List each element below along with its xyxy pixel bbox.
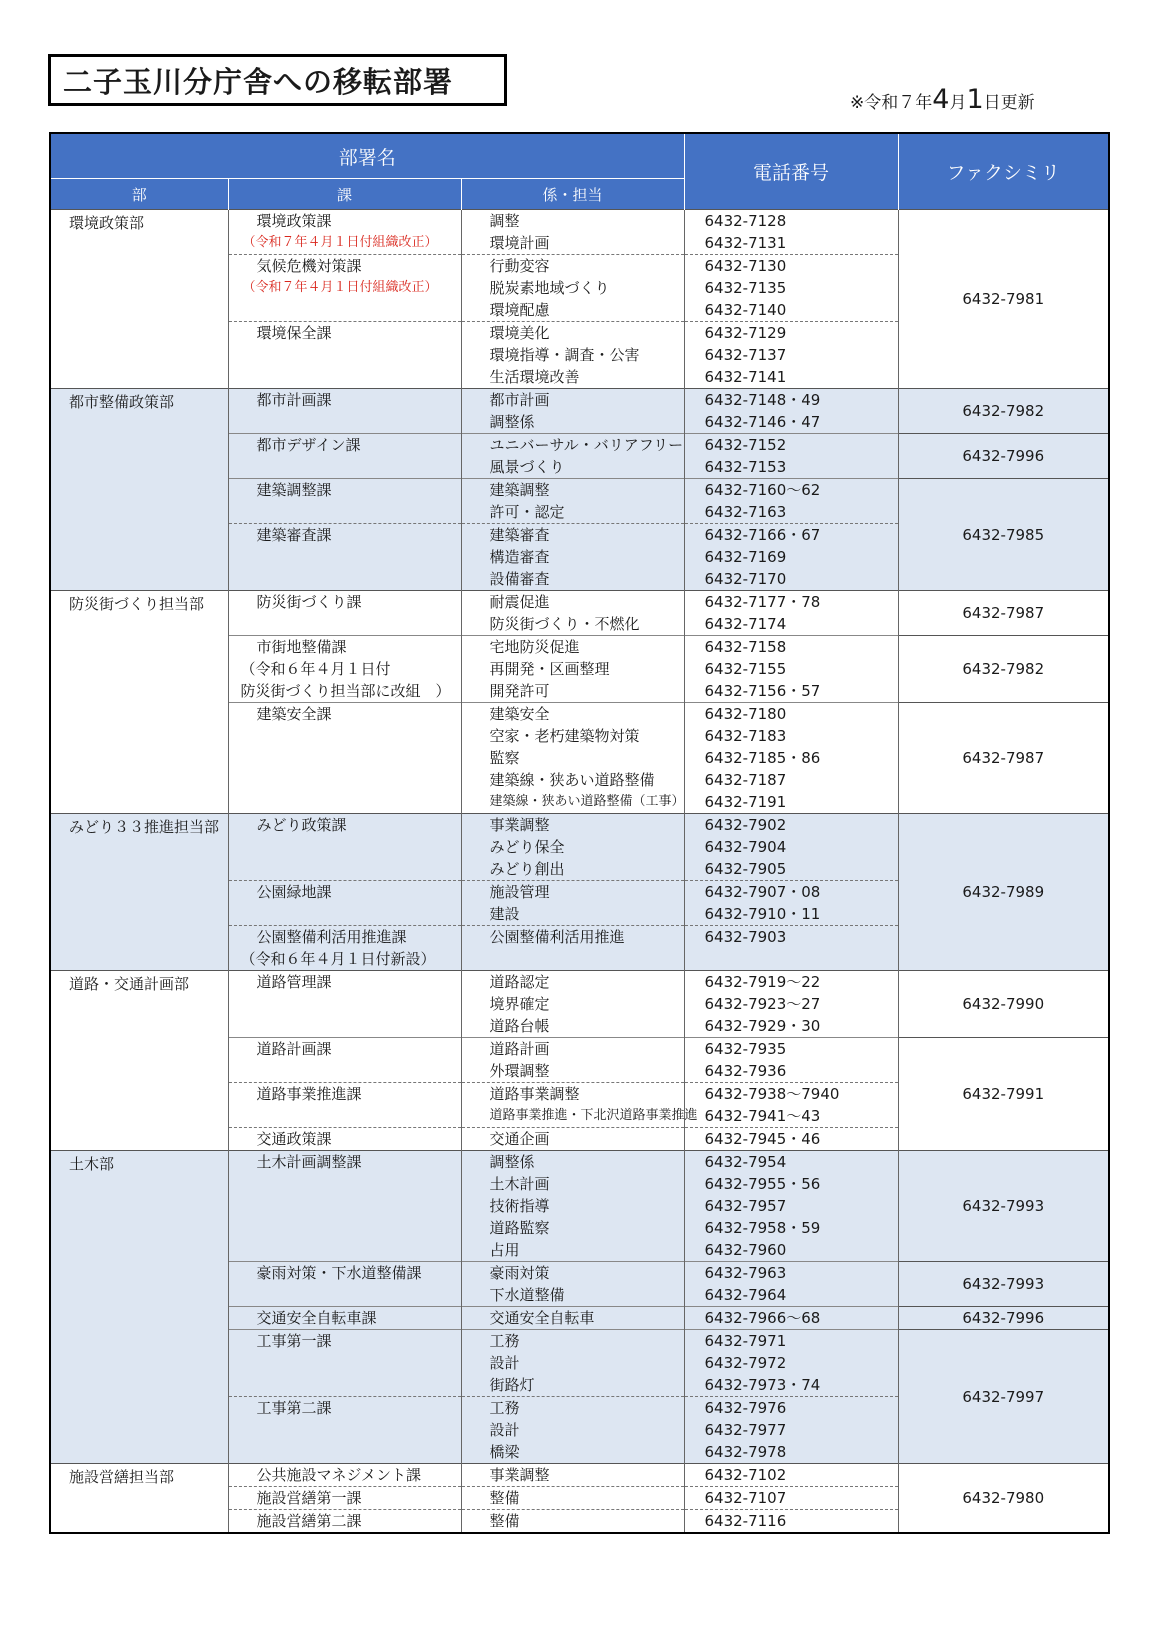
tel-list [684, 971, 898, 1038]
section-name-line: 防災街づくり担当部に改組 ） [240, 682, 451, 700]
tel-list [684, 591, 898, 636]
tel-list [684, 1464, 898, 1487]
duty-list [461, 881, 684, 926]
fax-number: 6432-7982 [898, 389, 1109, 434]
reorg-note: （令和７年４月１日付組織改正） [242, 235, 438, 250]
dept-name: 防災街づくり担当部 [50, 591, 228, 814]
duty-list [461, 524, 684, 591]
section-name [228, 1128, 461, 1151]
section-name [228, 1464, 461, 1487]
section-name [228, 434, 461, 479]
tel-list [684, 1397, 898, 1464]
tel-number: 6432-7102 [704, 1466, 787, 1484]
duty-item: 街路灯 [489, 1376, 535, 1394]
section-name-line: 都市計画課 [256, 391, 332, 409]
duty-list [461, 1397, 684, 1464]
duty-item: 調整係 [489, 1153, 535, 1171]
section-name-line: 市街地整備課 [256, 638, 347, 656]
duty-item: 工務 [489, 1399, 520, 1417]
tel-number: 6432-7137 [704, 346, 787, 364]
section-name-line: 防災街づくり課 [256, 593, 362, 611]
tel-number: 6432-7966～68 [704, 1309, 821, 1327]
section-name-line: 公園緑地課 [256, 883, 332, 901]
tel-number: 6432-7964 [704, 1286, 787, 1304]
duty-item: 交通安全自転車 [489, 1309, 595, 1327]
fax-number: 6432-7993 [898, 1262, 1109, 1307]
table-row [50, 971, 1109, 1038]
section-name [228, 1397, 461, 1464]
duty-item: 道路事業調整 [489, 1085, 580, 1103]
tel-number: 6432-7977 [704, 1421, 787, 1439]
duty-item: 道路認定 [489, 973, 550, 991]
section-name [228, 814, 461, 881]
tel-number: 6432-7955・56 [704, 1175, 821, 1193]
section-name-line: 交通政策課 [256, 1130, 332, 1148]
duty-item: 調整係 [489, 413, 535, 431]
duty-list [461, 1038, 684, 1083]
department-group [50, 389, 1109, 591]
tel-number: 6432-7146・47 [704, 413, 821, 431]
header-tel: 電話番号 [684, 133, 898, 210]
tel-number: 6432-7180 [704, 705, 787, 723]
section-name-line: 道路管理課 [256, 973, 332, 991]
section-name [228, 1262, 461, 1307]
tel-number: 6432-7141 [704, 368, 787, 386]
duty-item: 調整 [489, 212, 520, 230]
tel-list [684, 1083, 898, 1128]
department-group [50, 1464, 1109, 1534]
updated-day: 1 [966, 84, 984, 115]
fax-number: 6432-7985 [898, 479, 1109, 591]
table-row [50, 389, 1109, 434]
duty-item: 行動変容 [489, 257, 550, 275]
duty-item: 占用 [489, 1241, 520, 1259]
duty-item: 事業調整 [489, 816, 550, 834]
tel-number: 6432-7148・49 [704, 391, 821, 409]
section-name [228, 1330, 461, 1397]
duty-item: 道路事業推進・下北沢道路事業推進 [489, 1108, 698, 1123]
tel-list [684, 479, 898, 524]
tel-list [684, 1330, 898, 1397]
fax-number: 6432-7982 [898, 636, 1109, 703]
tel-number: 6432-7116 [704, 1512, 787, 1530]
duty-item: 建築線・狭あい道路整備 [489, 771, 655, 789]
tel-list [684, 524, 898, 591]
tel-number: 6432-7169 [704, 548, 787, 566]
header-kakari: 係・担当 [461, 179, 684, 210]
tel-number: 6432-7978 [704, 1443, 787, 1461]
table-row [50, 591, 1109, 636]
tel-number: 6432-7929・30 [704, 1017, 821, 1035]
tel-list [684, 1128, 898, 1151]
duty-item: ユニバーサル・バリアフリー [489, 436, 684, 454]
tel-list [684, 1487, 898, 1510]
section-name-line: 道路計画課 [256, 1040, 332, 1058]
duty-item: 交通企画 [489, 1130, 550, 1148]
section-name [228, 591, 461, 636]
section-name-line: 施設営繕第二課 [256, 1512, 362, 1530]
duty-item: 施設管理 [489, 883, 550, 901]
tel-list [684, 881, 898, 926]
duty-list [461, 479, 684, 524]
header-bu: 部 [50, 179, 228, 210]
department-group [50, 591, 1109, 814]
tel-number: 6432-7976 [704, 1399, 787, 1417]
section-name-line: 工事第一課 [256, 1332, 332, 1350]
tel-number: 6432-7973・74 [704, 1376, 821, 1394]
section-name [228, 479, 461, 524]
section-name [228, 636, 461, 703]
tel-number: 6432-7185・86 [704, 749, 821, 767]
duty-item: 道路台帳 [489, 1017, 550, 1035]
tel-number: 6432-7177・78 [704, 593, 821, 611]
duty-item: 都市計画 [489, 391, 550, 409]
section-name-line: 環境保全課 [256, 324, 332, 342]
tel-number: 6432-7163 [704, 503, 787, 521]
dept-name: 道路・交通計画部 [50, 971, 228, 1151]
tel-list [684, 926, 898, 971]
dept-name: 環境政策部 [50, 210, 228, 389]
tel-number: 6432-7972 [704, 1354, 787, 1372]
duty-list [461, 1487, 684, 1510]
tel-number: 6432-7907・08 [704, 883, 821, 901]
dept-name: 施設営繕担当部 [50, 1464, 228, 1534]
section-name-line: 都市デザイン課 [256, 436, 361, 454]
tel-list [684, 636, 898, 703]
fax-number: 6432-7989 [898, 814, 1109, 971]
duty-list [461, 591, 684, 636]
duty-item: みどり保全 [489, 838, 565, 856]
updated-mid: 月 [949, 93, 967, 113]
duty-list [461, 1083, 698, 1128]
tel-list [684, 389, 898, 434]
tel-list [684, 1307, 898, 1330]
duty-item: 工務 [489, 1332, 520, 1350]
tel-number: 6432-7152 [704, 436, 787, 454]
section-name [228, 1038, 461, 1083]
duty-item: 脱炭素地域づくり [489, 279, 610, 297]
updated-suffix: 日更新 [983, 93, 1035, 113]
duty-item: 豪雨対策 [489, 1264, 550, 1282]
duty-list [461, 1510, 684, 1534]
duty-item: 建設 [489, 905, 520, 923]
duty-item: 再開発・区画整理 [489, 660, 610, 678]
reorg-note: （令和７年４月１日付組織改正） [242, 280, 438, 295]
duty-item: 公園整備利活用推進 [489, 928, 625, 946]
section-name [228, 255, 461, 322]
tel-list [684, 210, 898, 255]
duty-item: 監察 [489, 749, 520, 767]
tel-number: 6432-7935 [704, 1040, 787, 1058]
table-row [50, 210, 1109, 255]
updated-month: 4 [932, 84, 950, 115]
tel-number: 6432-7954 [704, 1153, 787, 1171]
tel-number: 6432-7958・59 [704, 1219, 821, 1237]
section-name-line: 環境政策課 [256, 212, 332, 230]
tel-number: 6432-7153 [704, 458, 787, 476]
tel-number: 6432-7191 [704, 793, 787, 811]
duty-item: 整備 [489, 1489, 520, 1507]
duty-list [461, 703, 684, 814]
tel-number: 6432-7919～22 [704, 973, 821, 991]
section-name-line: 交通安全自転車課 [256, 1309, 377, 1327]
section-name [228, 322, 461, 389]
fax-number: 6432-7987 [898, 591, 1109, 636]
tel-number: 6432-7910・11 [704, 905, 821, 923]
tel-number: 6432-7904 [704, 838, 787, 856]
tel-number: 6432-7187 [704, 771, 787, 789]
tel-number: 6432-7155 [704, 660, 787, 678]
duty-list [461, 322, 684, 389]
tel-number: 6432-7183 [704, 727, 787, 745]
tel-number: 6432-7129 [704, 324, 787, 342]
section-name-line: 建築安全課 [256, 705, 332, 723]
duty-item: 環境配慮 [489, 301, 550, 319]
department-group [50, 210, 1109, 389]
tel-number: 6432-7938～7940 [704, 1085, 840, 1103]
tel-list [684, 703, 898, 814]
updated-prefix: ※令和７年 [850, 93, 933, 113]
tel-number: 6432-7903 [704, 928, 787, 946]
tel-list [684, 814, 898, 881]
tel-number: 6432-7963 [704, 1264, 787, 1282]
section-name [228, 524, 461, 591]
section-name [228, 1487, 461, 1510]
duty-list [461, 434, 684, 479]
duty-list [461, 255, 684, 322]
table-row [50, 1151, 1109, 1262]
tel-number: 6432-7130 [704, 257, 787, 275]
duty-item: 生活環境改善 [489, 368, 580, 386]
section-name-line: 施設営繕第一課 [256, 1489, 362, 1507]
section-name [228, 881, 461, 926]
tel-list [684, 1510, 898, 1534]
section-name-line: （令和６年４月１日付新設） [240, 950, 436, 968]
duty-item: 外環調整 [489, 1062, 550, 1080]
tel-list [684, 1262, 898, 1307]
section-name [228, 1307, 461, 1330]
duty-item: 構造審査 [489, 548, 550, 566]
duty-list [461, 389, 684, 434]
duty-item: 空家・老朽建築物対策 [489, 727, 640, 745]
duty-item: 道路監察 [489, 1219, 550, 1237]
duty-item: 建築線・狭あい道路整備（工事） [489, 794, 685, 809]
duty-item: 橋梁 [489, 1443, 520, 1461]
fax-number: 6432-7997 [898, 1330, 1109, 1464]
section-name-line: 豪雨対策・下水道整備課 [256, 1264, 422, 1282]
duty-list [461, 1128, 684, 1151]
tel-number: 6432-7923～27 [704, 995, 821, 1013]
section-name [228, 1083, 461, 1128]
duty-item: 境界確定 [489, 995, 550, 1013]
tel-number: 6432-7905 [704, 860, 787, 878]
page-title: 二子玉川分庁舎への移転部署 [48, 54, 507, 106]
section-name-line: 公園整備利活用推進課 [256, 928, 407, 946]
fax-number: 6432-7981 [898, 210, 1109, 389]
duty-list [461, 1330, 684, 1397]
duty-list [461, 971, 684, 1038]
tel-number: 6432-7135 [704, 279, 787, 297]
dept-name: 都市整備政策部 [50, 389, 228, 591]
section-name-line: みどり政策課 [256, 816, 347, 834]
department-table [49, 132, 1110, 1534]
duty-list [461, 636, 684, 703]
tel-number: 6432-7107 [704, 1489, 787, 1507]
dept-name: 土木部 [50, 1151, 228, 1464]
section-name [228, 389, 461, 434]
duty-item: 耐震促進 [489, 593, 550, 611]
header-fax: ファクシミリ [898, 133, 1109, 210]
duty-item: 土木計画 [489, 1175, 550, 1193]
section-name [228, 1151, 461, 1262]
header-ka: 課 [228, 179, 461, 210]
section-name-line: 建築調整課 [256, 481, 332, 499]
duty-item: 風景づくり [489, 458, 565, 476]
tel-list [684, 1038, 898, 1083]
fax-number: 6432-7991 [898, 1038, 1109, 1151]
tel-number: 6432-7160～62 [704, 481, 821, 499]
section-name-line: 工事第二課 [256, 1399, 332, 1417]
updated-date [850, 84, 1035, 115]
section-name [228, 210, 461, 255]
tel-number: 6432-7957 [704, 1197, 787, 1215]
tel-number: 6432-7158 [704, 638, 787, 656]
tel-number: 6432-7174 [704, 615, 787, 633]
department-group [50, 971, 1109, 1151]
tel-number: 6432-7170 [704, 570, 787, 588]
table-row [50, 814, 1109, 881]
tel-list [684, 434, 898, 479]
duty-item: 環境美化 [489, 324, 550, 342]
duty-item: 技術指導 [489, 1197, 550, 1215]
duty-list [461, 1262, 684, 1307]
section-name-line: 建築審査課 [256, 526, 332, 544]
tel-number: 6432-7128 [704, 212, 787, 230]
duty-item: 設計 [489, 1354, 520, 1372]
section-name [228, 1510, 461, 1534]
section-name-line: 公共施設マネジメント課 [256, 1466, 422, 1484]
section-name [228, 926, 461, 971]
duty-item: 事業調整 [489, 1466, 550, 1484]
duty-item: 整備 [489, 1512, 520, 1530]
tel-list [684, 322, 898, 389]
fax-number: 6432-7987 [898, 703, 1109, 814]
fax-number: 6432-7993 [898, 1151, 1109, 1262]
duty-list [461, 1464, 684, 1487]
duty-list [461, 814, 684, 881]
fax-number: 6432-7996 [898, 434, 1109, 479]
duty-item: 建築審査 [489, 526, 550, 544]
tel-list [684, 1151, 898, 1262]
tel-number: 6432-7936 [704, 1062, 787, 1080]
header-dept-name: 部署名 [50, 133, 684, 179]
duty-item: 下水道整備 [489, 1286, 565, 1304]
fax-number: 6432-7990 [898, 971, 1109, 1038]
tel-blank [705, 948, 898, 970]
duty-item: 設計 [489, 1421, 520, 1439]
tel-number: 6432-7971 [704, 1332, 787, 1350]
section-name-line: （令和６年４月１日付 [240, 660, 391, 678]
fax-number: 6432-7996 [898, 1307, 1109, 1330]
tel-number: 6432-7156・57 [704, 682, 821, 700]
department-group [50, 814, 1109, 971]
tel-number: 6432-7945・46 [704, 1130, 821, 1148]
duty-item: 防災街づくり・不燃化 [489, 615, 640, 633]
section-name [228, 703, 461, 814]
duty-list [461, 1307, 684, 1330]
tel-number: 6432-7166・67 [704, 526, 821, 544]
tel-number: 6432-7941～43 [704, 1107, 821, 1125]
duty-item: 環境指導・調査・公害 [489, 346, 640, 364]
duty-item: 宅地防災促進 [489, 638, 580, 656]
duty-item: 建築調整 [489, 481, 550, 499]
tel-number: 6432-7140 [704, 301, 787, 319]
duty-item: 道路計画 [489, 1040, 550, 1058]
duty-list [461, 210, 684, 255]
fax-number: 6432-7980 [898, 1464, 1109, 1534]
section-name [228, 971, 461, 1038]
tel-number: 6432-7960 [704, 1241, 787, 1259]
section-name-line: 土木計画調整課 [256, 1153, 362, 1171]
duty-list [461, 926, 684, 971]
duty-item: みどり創出 [489, 860, 565, 878]
duty-item: 開発許可 [489, 682, 550, 700]
section-name-line: 道路事業推進課 [256, 1085, 362, 1103]
department-group [50, 1151, 1109, 1464]
table-row [50, 1464, 1109, 1487]
tel-number: 6432-7131 [704, 234, 787, 252]
tel-list [684, 255, 898, 322]
tel-number: 6432-7902 [704, 816, 787, 834]
duty-item: 許可・認定 [489, 503, 565, 521]
duty-item: 建築安全 [489, 705, 550, 723]
duty-list [461, 1151, 684, 1262]
section-name-line: 気候危機対策課 [256, 257, 362, 275]
dept-name: みどり３３推進担当部 [50, 814, 228, 971]
duty-item: 環境計画 [489, 234, 550, 252]
duty-item: 設備審査 [489, 570, 550, 588]
